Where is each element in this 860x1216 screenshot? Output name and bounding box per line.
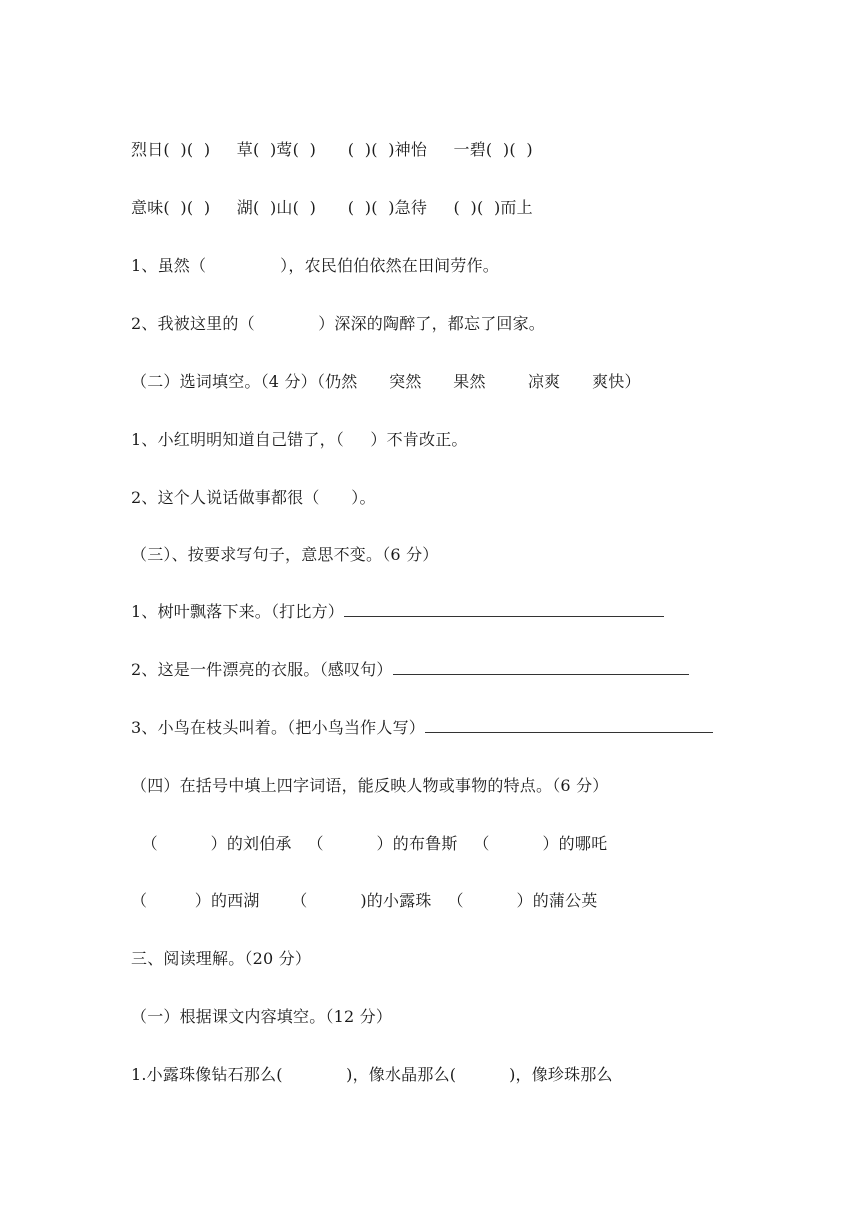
rewrite-sentence-2 <box>131 660 689 680</box>
reading-section-heading: 三、阅读理解。（20 分） <box>131 949 312 968</box>
word-choice-1: 1、小红明明知道自己错了，（ ）不肯改正。 <box>131 430 468 449</box>
word-choice-2: 2、这个人说话做事都很（ ）。 <box>131 488 376 507</box>
rewrite-sentence-1 <box>131 602 664 622</box>
rewrite-sentence-2-text: 2、这是一件漂亮的衣服。（感叹句） <box>131 660 393 679</box>
rewrite-sentence-3-text: 3、小鸟在枝头叫着。（把小鸟当作人写） <box>131 718 425 737</box>
rewrite-sentence-1-text: 1、树叶飘落下来。（打比方） <box>131 602 344 621</box>
section-4-heading: （四）在括号中填上四字词语，能反映人物或事物的特点。（6 分） <box>131 776 609 795</box>
four-char-row-2: （ ）的西湖 （ )的小露珠 （ ）的蒲公英 <box>131 891 598 910</box>
reading-fill-1: 1.小露珠像钻石那么( )，像水晶那么( )，像珍珠那么 <box>131 1065 613 1084</box>
four-char-row-1: （ ）的刘伯承 （ ）的布鲁斯 （ ）的哪吒 <box>131 834 608 853</box>
sentence-fill-1: 1、虽然（ ），农民伯伯依然在田间劳作。 <box>131 256 499 275</box>
answer-line-1 <box>344 602 664 617</box>
reading-part-1-heading: （一）根据课文内容填空。（12 分） <box>131 1007 393 1026</box>
idiom-row-2: 意味( )( ) 湖( )山( ) ( )( )急待 ( )( )而上 <box>131 198 533 217</box>
section-2-heading: （二）选词填空。（4 分）（仍然 突然 果然 凉爽 爽快） <box>131 372 641 391</box>
answer-line-3 <box>425 718 713 733</box>
rewrite-sentence-3 <box>131 718 713 738</box>
answer-line-2 <box>393 660 689 675</box>
section-3-heading: （三）、按要求写句子，意思不变。（6 分） <box>131 545 439 564</box>
idiom-row-1: 烈日( )( ) 草( )莺( ) ( )( )神怡 一碧( )( ) <box>131 140 533 159</box>
sentence-fill-2: 2、我被这里的（ ）深深的陶醉了，都忘了回家。 <box>131 314 546 333</box>
